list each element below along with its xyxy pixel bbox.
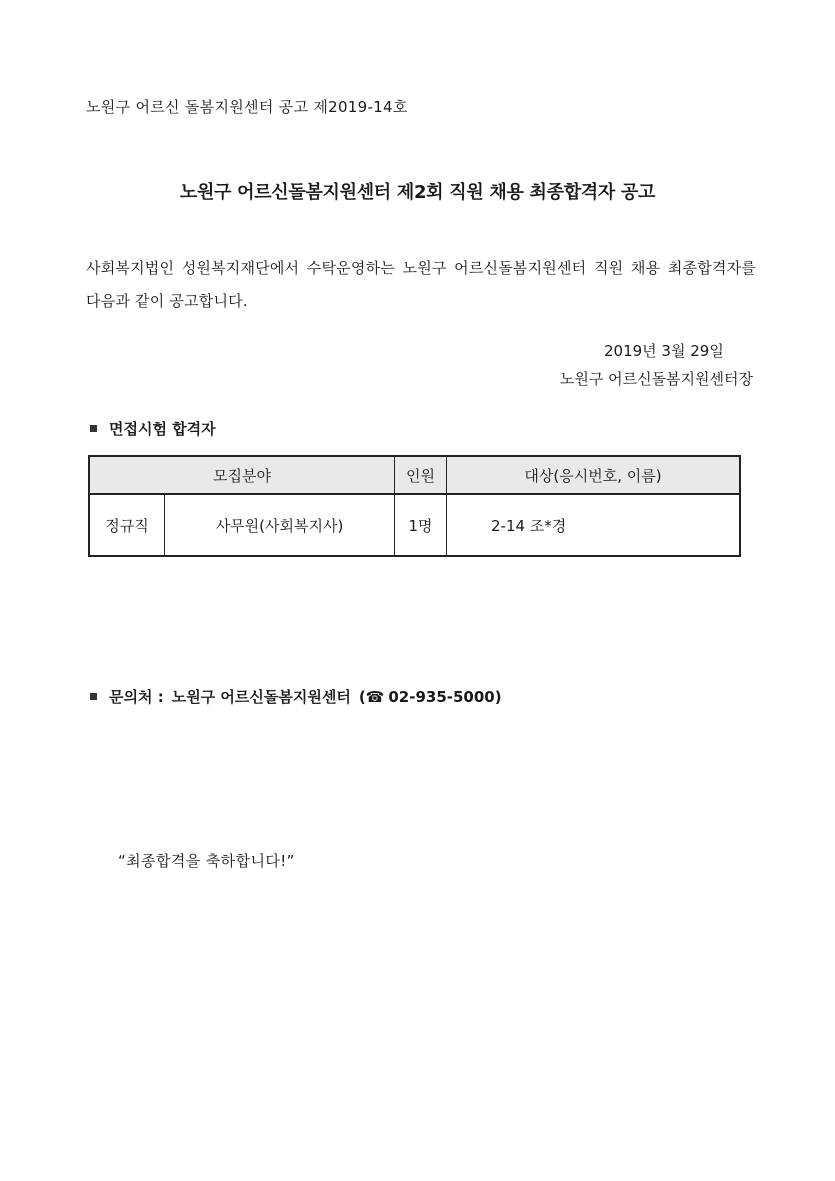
header-count: 인원 [395,456,447,494]
section-heading-interview [90,418,216,439]
cell-role: 사무원(사회복지사) [165,494,395,556]
cell-type: 정규직 [89,494,165,556]
square-bullet-icon [90,425,97,432]
notice-number: 노원구 어르신 돌봄지원센터 공고 제2019-14호 [86,98,408,116]
contact-phone: 02-935-5000 [388,687,495,706]
table-header-row [89,456,740,494]
body-paragraph: 사회복지법인 성원복지재단에서 수탁운영하는 노원구 어르신돌봄지원센터 직원 채용 최종합격자를 다음과 같이 공고합니다. [86,259,756,310]
square-bullet-icon [90,693,97,700]
cell-target: 2-14 조*경 [447,494,741,556]
contact-line: 문의처 : 노원구 어르신돌봄지원센터 (☎ 02-935-5000 ) [90,686,502,707]
document-title: 노원구 어르신돌봄지원센터 제2회 직원 채용 최종합격자 공고 [179,182,656,203]
contact-org: 노원구 어르신돌봄지원센터 [171,688,351,706]
notice-date: 2019년 3월 29일 [604,342,724,360]
phone-icon: ☎ [365,687,385,706]
congratulations-message: “최종합격을 축하합니다!” [118,852,295,870]
signer: 노원구 어르신돌봄지원센터장 [559,370,753,388]
results-table [88,455,741,557]
header-field: 모집분야 [89,456,395,494]
header-target: 대상(응시번호, 이름) [447,456,741,494]
contact-label: 문의처 : [109,688,164,706]
table-row [89,494,740,556]
section-heading-label: 면접시험 합격자 [109,420,216,438]
cell-count: 1명 [395,494,447,556]
